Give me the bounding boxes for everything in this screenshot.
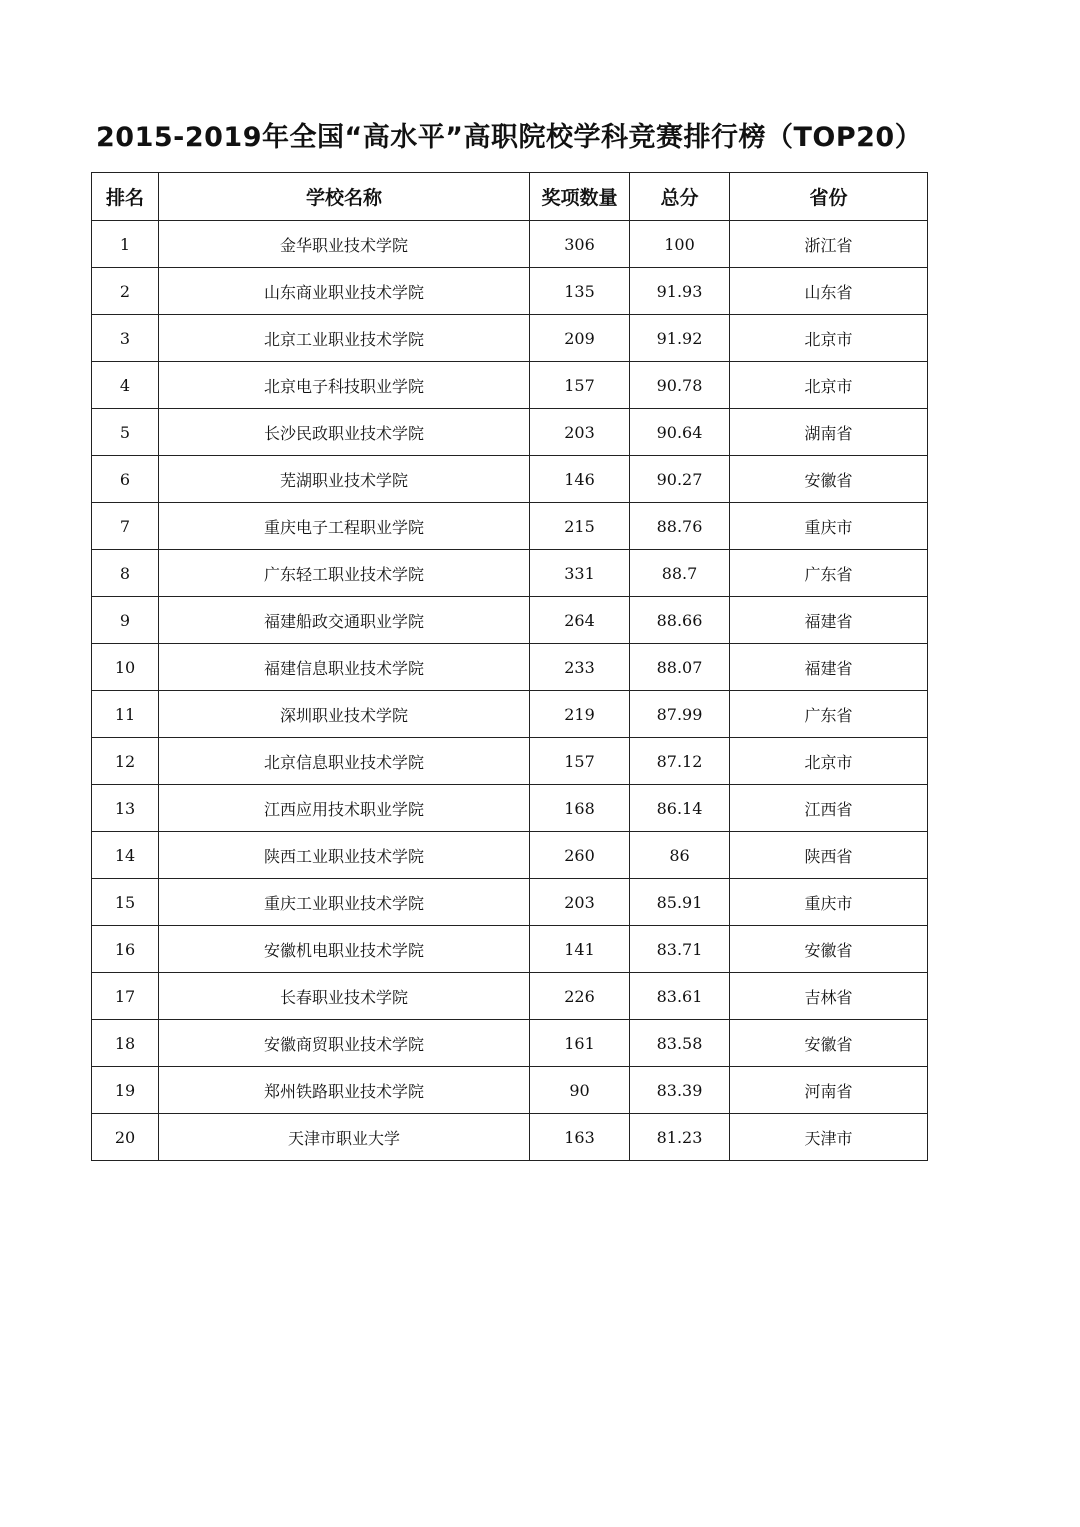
- rank-cell: 17: [92, 973, 159, 1020]
- province-cell: 安徽省: [730, 1020, 928, 1067]
- province-cell: 北京市: [730, 362, 928, 409]
- award-count-cell: 226: [530, 973, 630, 1020]
- province-cell: 广东省: [730, 691, 928, 738]
- total-score-cell: 85.91: [630, 879, 730, 926]
- rank-cell: 10: [92, 644, 159, 691]
- total-score-cell: 87.99: [630, 691, 730, 738]
- school-name-cell: 长沙民政职业技术学院: [159, 409, 530, 456]
- total-score-cell: 90.64: [630, 409, 730, 456]
- rank-cell: 6: [92, 456, 159, 503]
- award-count-cell: 209: [530, 315, 630, 362]
- total-score-cell: 83.71: [630, 926, 730, 973]
- province-cell: 湖南省: [730, 409, 928, 456]
- school-name-cell: 北京信息职业技术学院: [159, 738, 530, 785]
- total-score-cell: 83.61: [630, 973, 730, 1020]
- table-row: [92, 832, 928, 879]
- total-score-cell: 100: [630, 221, 730, 268]
- province-cell: 北京市: [730, 315, 928, 362]
- table-row: [92, 691, 928, 738]
- total-score-cell: 88.76: [630, 503, 730, 550]
- table-row: [92, 644, 928, 691]
- award-count-cell: 146: [530, 456, 630, 503]
- award-count-cell: 331: [530, 550, 630, 597]
- province-cell: 吉林省: [730, 973, 928, 1020]
- table-row: [92, 409, 928, 456]
- rank-cell: 8: [92, 550, 159, 597]
- province-cell: 山东省: [730, 268, 928, 315]
- province-cell: 福建省: [730, 644, 928, 691]
- award-count-cell: 135: [530, 268, 630, 315]
- rank-cell: 12: [92, 738, 159, 785]
- award-count-cell: 90: [530, 1067, 630, 1114]
- table-row: [92, 1020, 928, 1067]
- table-row: [92, 597, 928, 644]
- table-row: [92, 926, 928, 973]
- table-row: [92, 315, 928, 362]
- award-count-cell: 203: [530, 409, 630, 456]
- table-row: [92, 785, 928, 832]
- rank-cell: 11: [92, 691, 159, 738]
- school-name-cell: 安徽商贸职业技术学院: [159, 1020, 530, 1067]
- award-count-cell: 219: [530, 691, 630, 738]
- rank-cell: 4: [92, 362, 159, 409]
- table-body: [92, 221, 928, 1161]
- table-row: [92, 1114, 928, 1161]
- column-header-province: 省份: [730, 173, 928, 221]
- school-name-cell: 山东商业职业技术学院: [159, 268, 530, 315]
- province-cell: 安徽省: [730, 456, 928, 503]
- province-cell: 福建省: [730, 597, 928, 644]
- school-name-cell: 郑州铁路职业技术学院: [159, 1067, 530, 1114]
- rank-cell: 19: [92, 1067, 159, 1114]
- province-cell: 广东省: [730, 550, 928, 597]
- school-name-cell: 北京电子科技职业学院: [159, 362, 530, 409]
- table-row: [92, 456, 928, 503]
- rank-cell: 3: [92, 315, 159, 362]
- table-row: [92, 879, 928, 926]
- school-name-cell: 重庆电子工程职业学院: [159, 503, 530, 550]
- school-name-cell: 福建信息职业技术学院: [159, 644, 530, 691]
- total-score-cell: 91.92: [630, 315, 730, 362]
- award-count-cell: 306: [530, 221, 630, 268]
- rank-cell: 15: [92, 879, 159, 926]
- school-name-cell: 芜湖职业技术学院: [159, 456, 530, 503]
- award-count-cell: 163: [530, 1114, 630, 1161]
- award-count-cell: 215: [530, 503, 630, 550]
- province-cell: 重庆市: [730, 503, 928, 550]
- award-count-cell: 157: [530, 362, 630, 409]
- province-cell: 北京市: [730, 738, 928, 785]
- school-name-cell: 长春职业技术学院: [159, 973, 530, 1020]
- school-name-cell: 重庆工业职业技术学院: [159, 879, 530, 926]
- total-score-cell: 83.39: [630, 1067, 730, 1114]
- total-score-cell: 88.66: [630, 597, 730, 644]
- total-score-cell: 83.58: [630, 1020, 730, 1067]
- award-count-cell: 233: [530, 644, 630, 691]
- school-name-cell: 陕西工业职业技术学院: [159, 832, 530, 879]
- award-count-cell: 141: [530, 926, 630, 973]
- column-header-awards: 奖项数量: [530, 173, 630, 221]
- total-score-cell: 81.23: [630, 1114, 730, 1161]
- school-name-cell: 天津市职业大学: [159, 1114, 530, 1161]
- school-name-cell: 福建船政交通职业学院: [159, 597, 530, 644]
- table-row: [92, 550, 928, 597]
- rank-cell: 9: [92, 597, 159, 644]
- ranking-table: [91, 172, 928, 1161]
- total-score-cell: 90.27: [630, 456, 730, 503]
- province-cell: 浙江省: [730, 221, 928, 268]
- rank-cell: 18: [92, 1020, 159, 1067]
- table-row: [92, 221, 928, 268]
- school-name-cell: 深圳职业技术学院: [159, 691, 530, 738]
- column-header-rank: 排名: [92, 173, 159, 221]
- province-cell: 安徽省: [730, 926, 928, 973]
- award-count-cell: 161: [530, 1020, 630, 1067]
- rank-cell: 14: [92, 832, 159, 879]
- award-count-cell: 157: [530, 738, 630, 785]
- rank-cell: 13: [92, 785, 159, 832]
- province-cell: 江西省: [730, 785, 928, 832]
- total-score-cell: 91.93: [630, 268, 730, 315]
- school-name-cell: 金华职业技术学院: [159, 221, 530, 268]
- school-name-cell: 北京工业职业技术学院: [159, 315, 530, 362]
- rank-cell: 1: [92, 221, 159, 268]
- rank-cell: 16: [92, 926, 159, 973]
- province-cell: 重庆市: [730, 879, 928, 926]
- award-count-cell: 203: [530, 879, 630, 926]
- table-row: [92, 268, 928, 315]
- rank-cell: 2: [92, 268, 159, 315]
- page-title: 2015-2019年全国“高水平”高职院校学科竞赛排行榜（TOP20）: [96, 122, 923, 153]
- award-count-cell: 264: [530, 597, 630, 644]
- column-header-school: 学校名称: [159, 173, 530, 221]
- table-row: [92, 1067, 928, 1114]
- school-name-cell: 安徽机电职业技术学院: [159, 926, 530, 973]
- column-header-score: 总分: [630, 173, 730, 221]
- award-count-cell: 260: [530, 832, 630, 879]
- total-score-cell: 86: [630, 832, 730, 879]
- rank-cell: 5: [92, 409, 159, 456]
- table-row: [92, 973, 928, 1020]
- school-name-cell: 广东轻工职业技术学院: [159, 550, 530, 597]
- total-score-cell: 87.12: [630, 738, 730, 785]
- rank-cell: 7: [92, 503, 159, 550]
- total-score-cell: 88.07: [630, 644, 730, 691]
- table-row: [92, 362, 928, 409]
- total-score-cell: 86.14: [630, 785, 730, 832]
- total-score-cell: 90.78: [630, 362, 730, 409]
- table-row: [92, 738, 928, 785]
- total-score-cell: 88.7: [630, 550, 730, 597]
- province-cell: 陕西省: [730, 832, 928, 879]
- table-header-row: [92, 173, 928, 221]
- province-cell: 天津市: [730, 1114, 928, 1161]
- table-row: [92, 503, 928, 550]
- province-cell: 河南省: [730, 1067, 928, 1114]
- school-name-cell: 江西应用技术职业学院: [159, 785, 530, 832]
- award-count-cell: 168: [530, 785, 630, 832]
- rank-cell: 20: [92, 1114, 159, 1161]
